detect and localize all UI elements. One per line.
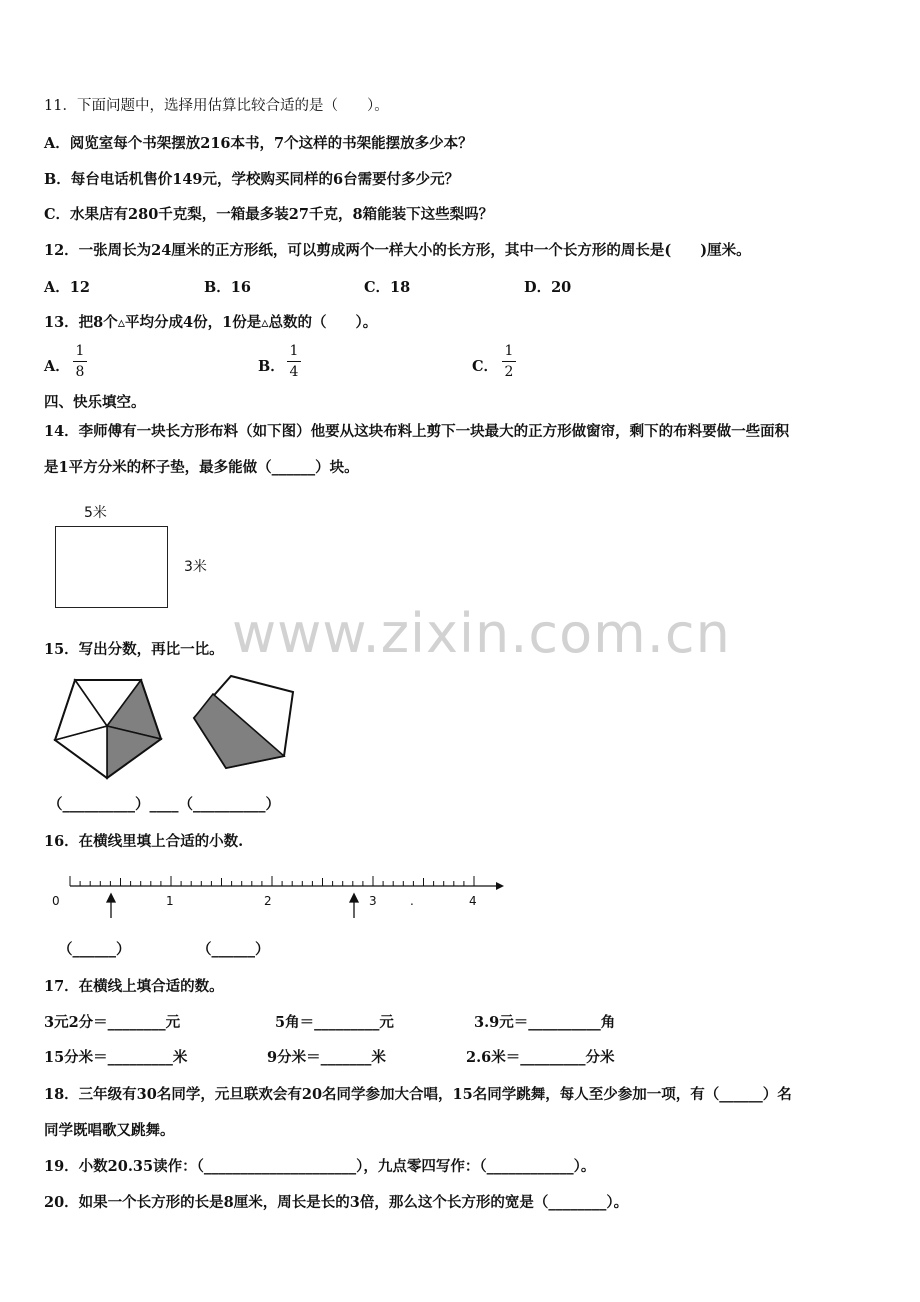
q11-stem: 11．下面问题中，选择用估算比较合适的是（ ）。	[44, 98, 389, 114]
q12-option-b: B．16	[204, 279, 251, 296]
q14-line2: 是1平方分米的杯子垫，最多能做（______）块。	[44, 459, 359, 476]
tick-dot: .	[410, 894, 414, 908]
pentagon-right	[194, 676, 293, 768]
q16-blank-1: （______）	[58, 941, 131, 958]
q15-stem: 15．写出分数，再比一比。	[44, 641, 224, 658]
q13-option-a-label: A．	[44, 358, 70, 375]
q17-stem: 17．在横线上填合适的数。	[44, 978, 224, 995]
tick-label-1: 1	[166, 894, 174, 908]
q16-stem: 16．在横线里填上合适的小数.	[44, 833, 244, 850]
tick-label-4: 4	[469, 894, 477, 908]
section-heading: 四、快乐填空。	[44, 394, 146, 411]
q18-line2: 同学既唱歌又跳舞。	[44, 1122, 175, 1139]
pentagon-figures	[48, 672, 308, 784]
q15-answer-blanks: （__________）____（__________）	[48, 796, 280, 813]
arrow-first	[107, 894, 115, 918]
q13-option-b-fraction: 1 4	[287, 343, 301, 380]
tick-label-2: 2	[264, 894, 272, 908]
q17-r2-c2: 9分米＝_______米	[267, 1049, 386, 1066]
q18-line1: 18．三年级有30名同学，元旦联欢会有20名同学参加大合唱，15名同学跳舞，每人至少参加一项，有（______）名	[44, 1086, 792, 1103]
q19: 19．小数20.35读作：（_____________________），九点零四写作：（____________）。	[44, 1158, 596, 1175]
rectangle-width-label: 5米	[84, 505, 107, 521]
q11-option-b: B．每台电话机售价149元，学校购买同样的6台需要付多少元？	[44, 171, 460, 188]
q13-option-c-fraction: 1 2	[502, 343, 516, 380]
number-line	[60, 872, 510, 922]
q12-stem: 12．一张周长为24厘米的正方形纸，可以剪成两个一样大小的长方形，其中一个长方形的周长是( )厘米。	[44, 242, 751, 259]
q13-option-b-label: B．	[258, 358, 285, 375]
q12-option-a: A．12	[44, 279, 90, 296]
tick-label-0: 0	[52, 894, 60, 908]
q17-r1-c2: 5角＝_________元	[275, 1014, 394, 1031]
watermark: www.zixin.com.cn	[232, 602, 731, 665]
q11-option-c: C．水果店有280千克梨，一箱最多装27千克，8箱能装下这些梨吗？	[44, 206, 494, 223]
fabric-rectangle	[55, 526, 168, 608]
q13-stem: 13．把8个▵平均分成4份，1份是▵总数的（ ）。	[44, 314, 378, 331]
q17-r1-c1: 3元2分＝________元	[44, 1014, 181, 1031]
q12-option-d: D．20	[524, 279, 572, 296]
tick-label-3: 3	[369, 894, 377, 908]
arrow-second	[350, 894, 358, 918]
q13-option-a-fraction: 1 8	[73, 343, 87, 380]
q11-option-a: A．阅览室每个书架摆放216本书，7个这样的书架能摆放多少本？	[44, 135, 473, 152]
q17-r2-c3: 2.6米＝_________分米	[466, 1049, 615, 1066]
q14-line1: 14．李师傅有一块长方形布料（如下图）他要从这块布料上剪下一块最大的正方形做窗帘，剩下的布料要做一些面积	[44, 423, 790, 440]
q16-blank-2: （______）	[197, 941, 270, 958]
rectangle-height-label: 3米	[184, 559, 207, 575]
q17-r1-c3: 3.9元＝__________角	[474, 1014, 616, 1031]
q20: 20．如果一个长方形的长是8厘米，周长是长的3倍，那么这个长方形的宽是（________）。	[44, 1194, 629, 1211]
q17-r2-c1: 15分米＝_________米	[44, 1049, 188, 1066]
q13-option-c-label: C．	[472, 358, 499, 375]
q12-option-c: C．18	[364, 279, 411, 296]
pentagon-left	[55, 680, 161, 778]
